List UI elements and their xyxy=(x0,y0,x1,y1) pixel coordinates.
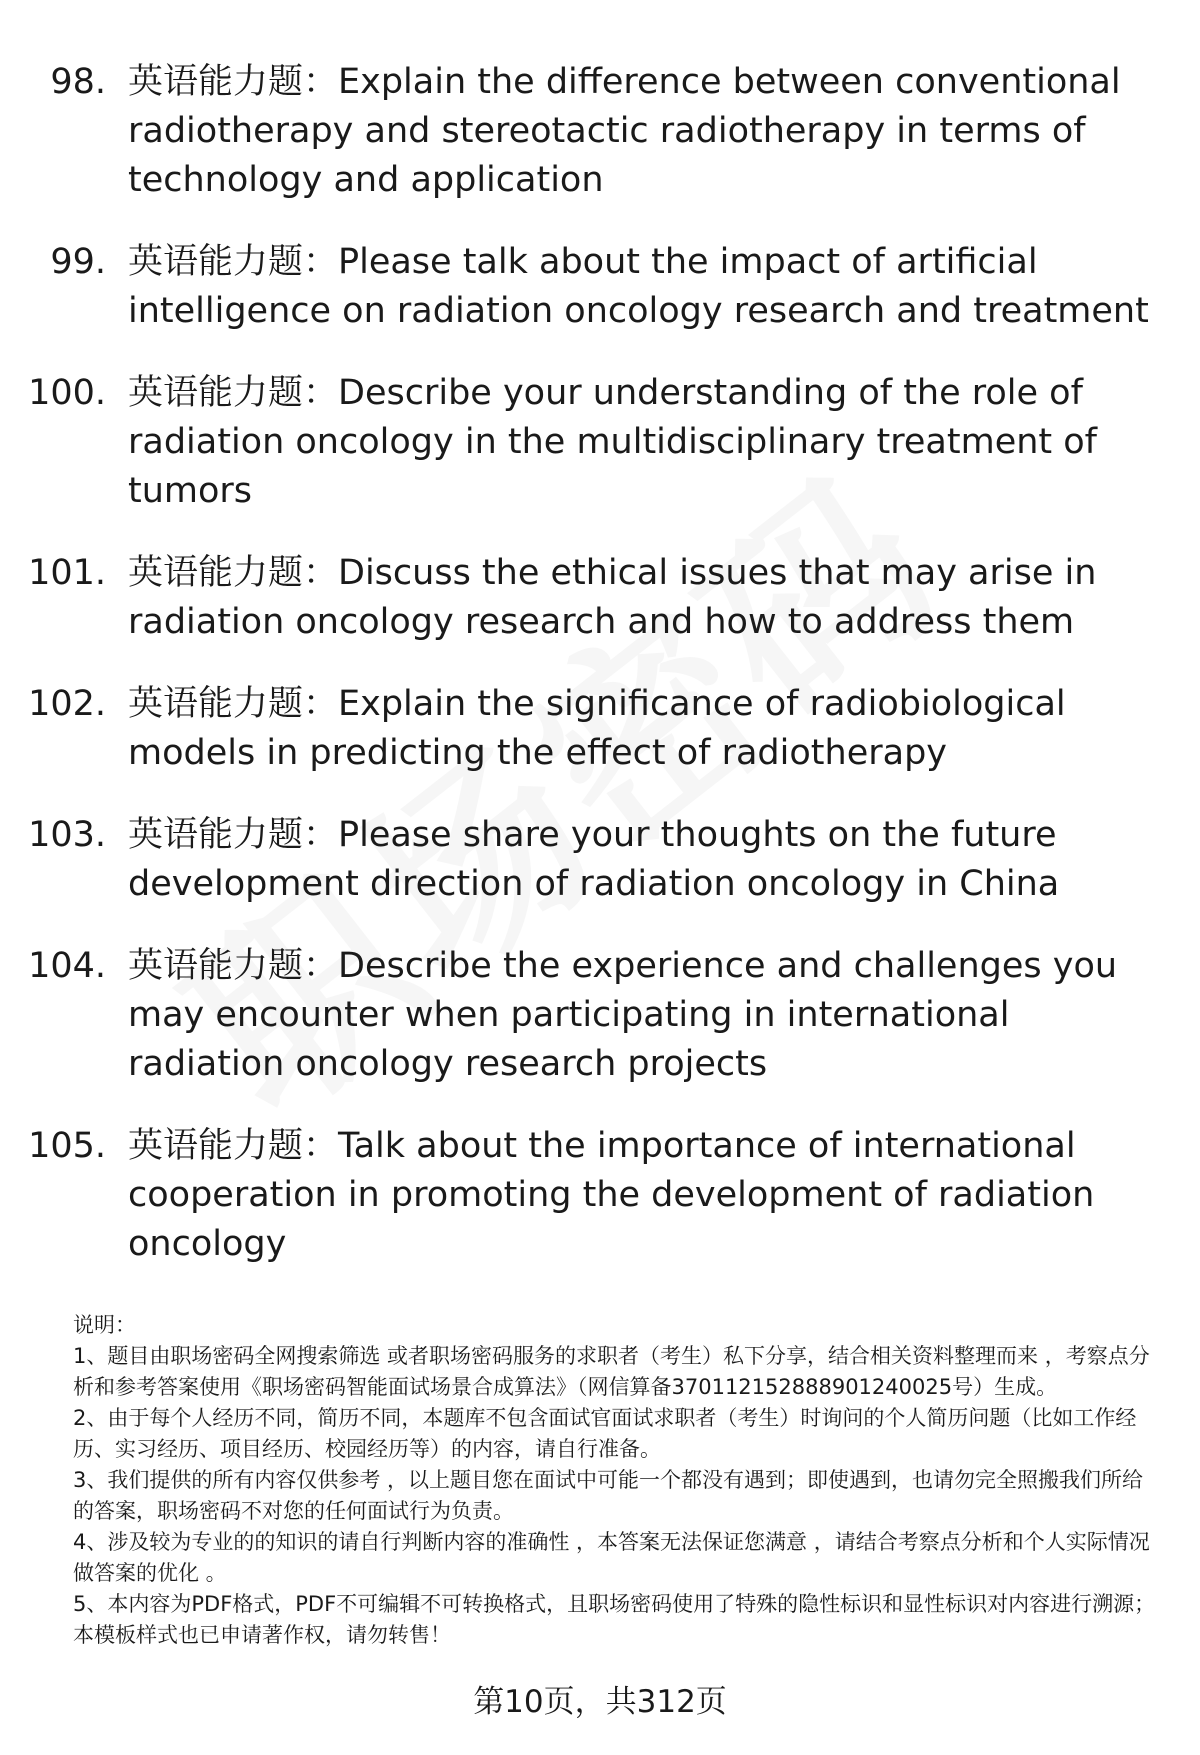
note-item: 5、本内容为PDF格式，PDF不可编辑不可转换格式，且职场密码使用了特殊的隐性标识和显性标识对内容进行溯源；本模板样式也已申请著作权，请勿转售！ xyxy=(73,1592,1156,1647)
question-item xyxy=(0,58,1200,205)
question-number: 99. xyxy=(50,242,106,282)
question-item xyxy=(0,942,1200,1089)
note-item: 3、我们提供的所有内容仅供参考 ，以上题目您在面试中可能一个都没有遇到；即使遇到，也请勿完全照搬我们所给的答案，职场密码不对您的任何面试行为负责。 xyxy=(73,1468,1144,1523)
question-number: 102. xyxy=(28,684,106,724)
page-footer: 第10页，共312页 xyxy=(473,1684,727,1720)
notes-section xyxy=(73,1310,1163,1651)
question-text: 英语能力题：Discuss the ethical issues that may arise in radiation oncology research and how to address them xyxy=(128,553,1097,642)
question-number: 101. xyxy=(28,553,106,593)
note-item: 4、涉及较为专业的的知识的请自行判断内容的准确性 ，本答案无法保证您满意 ，请结合考察点分析和个人实际情况做答案的优化 。 xyxy=(73,1530,1150,1585)
question-number: 104. xyxy=(28,946,106,986)
question-number: 100. xyxy=(28,373,106,413)
question-number: 98. xyxy=(50,62,106,102)
question-number: 103. xyxy=(28,815,106,855)
question-item xyxy=(0,680,1200,778)
question-text: 英语能力题：Please share your thoughts on the future development direction of radiation oncology in China xyxy=(128,815,1060,904)
question-text: 英语能力题：Please talk about the impact of artificial intelligence on radiation oncology research and treatment xyxy=(128,242,1149,331)
question-item xyxy=(0,811,1200,909)
question-item xyxy=(0,238,1200,336)
question-text: 英语能力题：Explain the significance of radiobiological models in predicting the effect of radiotherapy xyxy=(128,684,1066,773)
question-list xyxy=(0,58,1200,1302)
question-text: 英语能力题：Explain the difference between conventional radiotherapy and stereotactic radiotherapy in terms of technology and application xyxy=(128,62,1121,200)
question-item xyxy=(0,549,1200,647)
question-item xyxy=(0,369,1200,516)
note-item: 2、由于每个人经历不同，简历不同，本题库不包含面试官面试求职者（考生）时询问的个人简历问题（比如工作经历、实习经历、项目经历、校园经历等）的内容，请自行准备。 xyxy=(73,1406,1137,1461)
question-text: 英语能力题：Describe the experience and challenges you may encounter when participating in international radiation oncology research projects xyxy=(128,946,1118,1084)
question-text: 英语能力题：Describe your understanding of the role of radiation oncology in the multidisciplinary treatment of tumors xyxy=(128,373,1097,511)
note-item: 1、题目由职场密码全网搜索筛选 或者职场密码服务的求职者（考生）私下分享，结合相关资料整理而来 ，考察点分析和参考答案使用《职场密码智能面试场景合成算法》（网信算备370112152888901240025号）生成。 xyxy=(73,1344,1150,1399)
question-item xyxy=(0,1122,1200,1269)
question-text: 英语能力题：Talk about the importance of international cooperation in promoting the development of radiation oncology xyxy=(128,1126,1095,1264)
question-number: 105. xyxy=(28,1126,106,1166)
notes-heading: 说明： xyxy=(73,1313,136,1337)
